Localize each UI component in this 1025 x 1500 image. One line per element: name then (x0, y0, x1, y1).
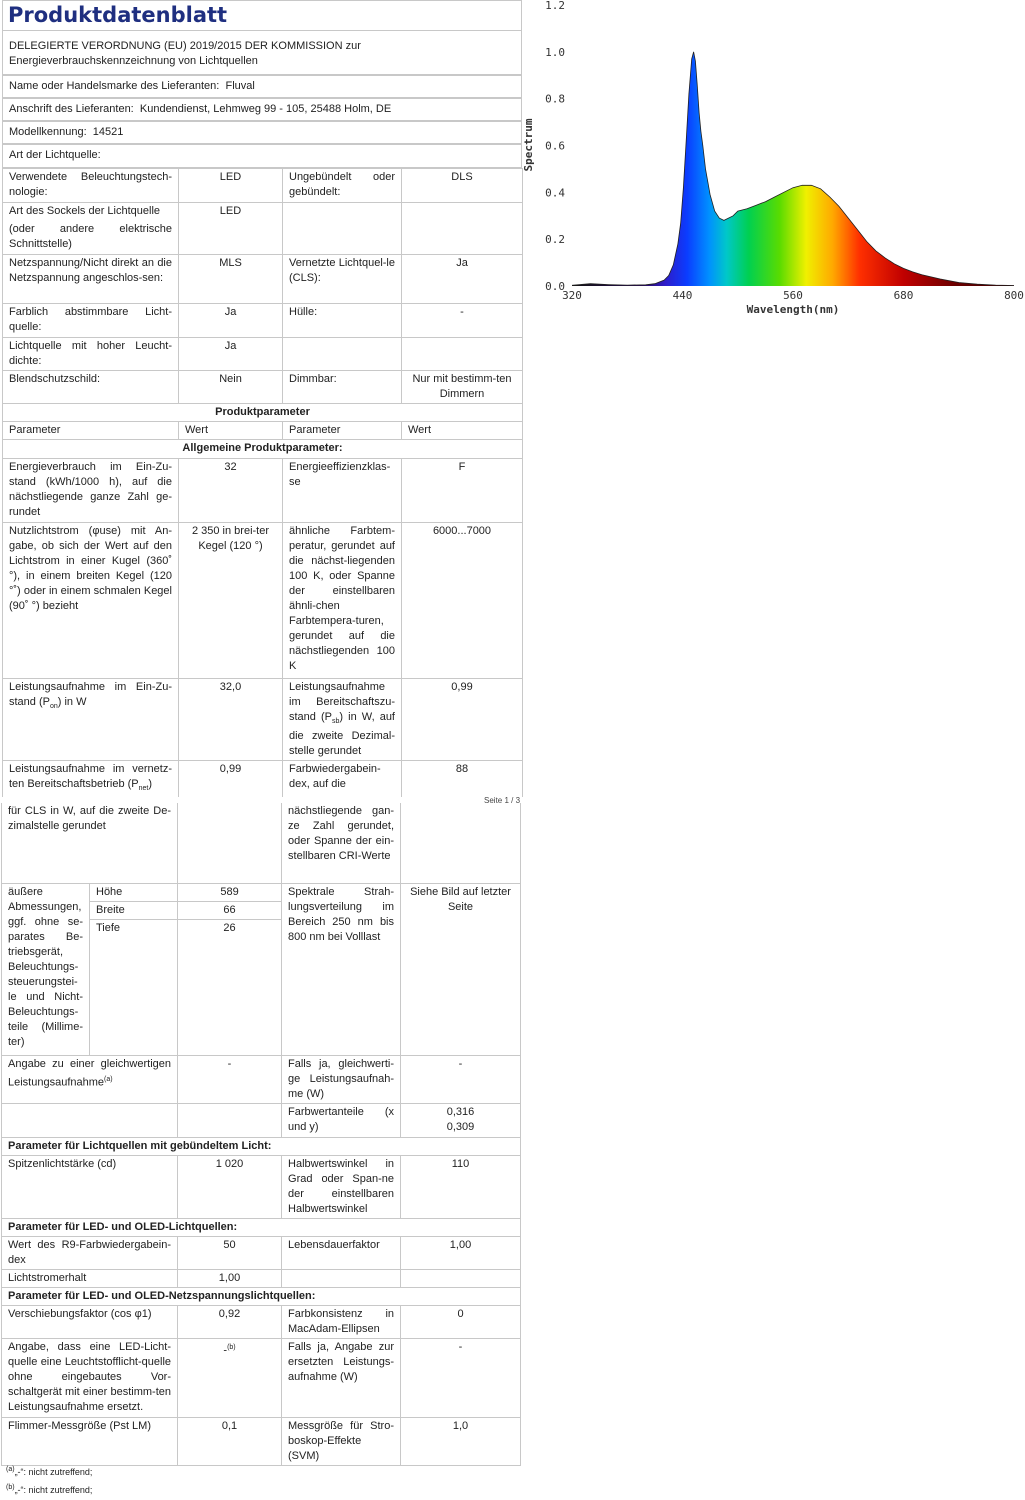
equivalent-ja-value: - (401, 1055, 521, 1103)
replacement-ja-value: - (401, 1338, 521, 1417)
table-row (3, 203, 523, 255)
table-row (3, 422, 523, 440)
light-type-row (2, 144, 522, 168)
table-row (2, 1269, 521, 1287)
y-tick-label: 0.8 (545, 92, 565, 106)
supplier-name-label: Name oder Handelsmarke des Lieferanten: (9, 80, 220, 92)
pnet-label: Leistungsaufnahme im vernetz-ten Bereitschaftsbetrieb $(P_{net})$ (3, 761, 179, 798)
cls-label: Vernetzte Lichtquel-le (CLS): (283, 255, 402, 304)
r9-value: 50 (178, 1236, 282, 1269)
x-tick-label: 320 (562, 289, 582, 302)
flicker-value: 0,1 (178, 1417, 282, 1465)
lumen-maintenance-label: Lichtstromerhalt (2, 1269, 178, 1287)
flicker-label: Flimmer-Messgröße (Pst LM) (2, 1417, 178, 1465)
table-row (3, 523, 523, 679)
table-row (2, 1338, 521, 1417)
cri-value: 88 (402, 761, 523, 798)
mains-params-title: Parameter für LED- und OLED-Netzspannungslichtquellen: (2, 1287, 521, 1305)
y-tick-label: 0.4 (545, 186, 565, 200)
page-number: Seite 1 / 3 (484, 796, 521, 805)
mains-label: Netzspannung/Nicht direkt an die Netzspannung angeschlos-sen: (3, 255, 179, 304)
cri-label: Farbwiedergabein-dex, auf die (283, 761, 402, 798)
survival-factor-label: Lebensdauerfaktor (282, 1236, 401, 1269)
supplier-address-value: Kundendienst, Lehmweg 99 - 105, 25488 Holm, DE (139, 103, 392, 115)
y-tick-label: 0.0 (545, 280, 565, 293)
dim-width-value: 66 (178, 901, 282, 919)
flux-value: 2 350 in brei-ter Kegel (120 °) (179, 523, 283, 679)
led-params-title: Parameter für LED- und OLED-Lichtquellen: (2, 1218, 521, 1236)
survival-factor-value: 1,00 (401, 1236, 521, 1269)
spectrum-chart (522, 0, 1025, 320)
peak-intensity-label: Spitzenlichtstärke (cd) (2, 1155, 178, 1218)
table-row (3, 459, 523, 523)
light-type-label: Art der Lichtquelle: (9, 149, 101, 161)
regulation-box (2, 30, 522, 75)
efficiency-class-label: Energieeffizienzklas-se (283, 459, 402, 523)
product-params-title: Produktparameter (3, 404, 523, 422)
displacement-factor-value: 0,92 (178, 1305, 282, 1338)
dimmable-label: Dimmbar: (283, 371, 402, 404)
chromaticity-label: Farbwertanteile (x und y) (282, 1103, 401, 1137)
dim-depth-label: Tiefe (90, 919, 178, 1055)
beam-angle-value: 110 (401, 1155, 521, 1218)
table-row (3, 440, 523, 459)
cap-type-value: LED (179, 203, 283, 255)
y-tick-label: 0.2 (545, 233, 565, 247)
anti-glare-label: Blendschutzschild: (3, 371, 179, 404)
envelope-label: Hülle: (283, 304, 402, 338)
y-axis-label: Spectrum (522, 118, 535, 172)
stroboscopic-value: 1,0 (401, 1417, 521, 1465)
replacement-ja-label: Falls ja, Angabe zur ersetzten Leistungs-aufnahme (W) (282, 1338, 401, 1417)
lumen-maintenance-value: 1,00 (178, 1269, 282, 1287)
col-header-value: Wert (179, 422, 283, 440)
energy-value: 32 (179, 459, 283, 523)
col-header-param: Parameter (283, 422, 402, 440)
beam-angle-label: Halbwertswinkel in Grad oder Span-ne der einstellbaren Halbwertswinkel (282, 1155, 401, 1218)
spectral-value: Siehe Bild auf letzter Seite (401, 883, 521, 1055)
dimmable-value: Nur mit bestimm-ten Dimmern (402, 371, 523, 404)
table-row (2, 1218, 521, 1236)
pnet-label-continued: für CLS in W, auf die zweite De-zimalstelle gerundet (2, 803, 178, 883)
supplier-name-value: Fluval (225, 80, 255, 92)
colour-consistency-label: Farbkonsistenz in MacAdam-Ellipsen (282, 1305, 401, 1338)
pon-label: Leistungsaufnahme im Ein-Zu-stand $(P_{on})$ in W (3, 679, 179, 761)
table-row (2, 1137, 521, 1155)
table-row (2, 1417, 521, 1465)
table-row (3, 255, 523, 304)
pon-value: 32,0 (179, 679, 283, 761)
r9-label: Wert des R9-Farbwiedergabein-dex (2, 1236, 178, 1269)
x-tick-label: 800 (1004, 289, 1024, 302)
lighting-technology-label: Verwendete Beleuchtungstech-nologie: (3, 169, 179, 203)
table-row (2, 803, 521, 883)
cap-type-label: Art des Sockels der Lichtquelle (oder andere elektrische Schnittstelle) (3, 203, 179, 255)
cct-value: 6000...7000 (402, 523, 523, 679)
x-axis-label: Wavelength(nm) (746, 303, 840, 316)
y-tick-label: 0.6 (545, 139, 565, 153)
flux-label: Nutzlichtstrom (φuse) mit An-gabe, ob sich der Wert auf den Lichtstrom in einer Kugel (360˚ °), in einem breiten Kegel (120 °˚) oder in einem schmalen Kegel (90˚ °) bezieht (3, 523, 179, 679)
table-row (2, 1236, 521, 1269)
table-row (2, 1155, 521, 1218)
x-tick-label: 560 (783, 289, 803, 302)
dimensions-label: äußere Abmessungen, ggf. ohne se-parates Be-triebsgerät, Beleuchtungs-steuerungstei-le und Nicht-Beleuchtungs-teile (Millime-ter) (2, 883, 90, 1055)
equivalent-ja-label: Falls ja, gleichwerti-ge Leistungsaufnah-me (W) (282, 1055, 401, 1103)
model-value: 14521 (92, 126, 124, 138)
y-tick-label: 1.0 (545, 45, 565, 59)
efficiency-class-value: F (402, 459, 523, 523)
energy-label: Energieverbrauch im Ein-Zu-stand (kWh/1000 h), auf die nächstliegende ganze Zahl ge-rundet (3, 459, 179, 523)
spectrum-area (572, 52, 1014, 286)
high-luminance-value: Ja (179, 338, 283, 371)
colour-consistency-value: 0 (401, 1305, 521, 1338)
general-params-title: Allgemeine Produktparameter: (3, 440, 523, 459)
directional-value: DLS (402, 169, 523, 203)
stroboscopic-label: Messgröße für Stro-boskop-Effekte (SVM) (282, 1417, 401, 1465)
model-label: Modellkennung: (9, 126, 87, 138)
dim-width-label: Breite (90, 901, 178, 919)
table-row (3, 679, 523, 761)
pnet-value: 0,99 (179, 761, 283, 798)
footnote-b: $^{(b)}$„-“: nicht zutreffend; (6, 1484, 93, 1495)
x-tick-label: 440 (672, 289, 693, 302)
y-tick-label: 1.2 (545, 0, 565, 12)
page-title: Produktdatenblatt (8, 3, 228, 27)
lighting-technology-value: LED (179, 169, 283, 203)
title-box (2, 0, 522, 30)
displacement-factor-label: Verschiebungsfaktor (cos φ1) (2, 1305, 178, 1338)
replacement-value: -$^{(b)}$ (178, 1338, 282, 1417)
dim-depth-value: 26 (178, 919, 282, 1055)
chromaticity-value: 0,316 0,309 (401, 1103, 521, 1137)
cri-label-continued: nächstliegende gan-ze Zahl gerundet, oder Spanne der ein-stellbaren CRI-Werte (282, 803, 401, 883)
psb-label: Leistungsaufnahme im Bereitschaftszu-stand $(P_{sb})$ in W, auf die zweite Dezimal-stelle gerundet (283, 679, 402, 761)
table-row (3, 371, 523, 404)
regulation-text: DELEGIERTE VERORDNUNG (EU) 2019/2015 DER KOMMISSION zur Energieverbrauchskennzeichnung von Lichtquellen (9, 40, 361, 67)
directional-params-title: Parameter für Lichtquellen mit gebündeltem Licht: (2, 1137, 521, 1155)
footnote-a: $^{(a)}$„-“: nicht zutreffend; (6, 1466, 93, 1477)
table-row (3, 761, 523, 798)
table-row (3, 338, 523, 371)
supplier-name-row (2, 75, 522, 98)
table-row (2, 1287, 521, 1305)
table-row (2, 883, 521, 901)
dim-height-value: 589 (178, 883, 282, 901)
x-tick-label: 680 (893, 289, 914, 302)
equivalent-power-label: Angabe zu einer gleichwertigen Leistungsaufnahme$^{(a)}$ (2, 1055, 178, 1103)
table-row (3, 304, 523, 338)
peak-intensity-value: 1 020 (178, 1155, 282, 1218)
replacement-label: Angabe, dass eine LED-Licht-quelle eine Leuchtstofflicht-quelle ohne eingebautes Vor-schaltgerät mit einer bestimm-ten Leistungsaufnahme ersetzt. (2, 1338, 178, 1417)
col-header-value: Wert (402, 422, 523, 440)
high-luminance-label: Lichtquelle mit hoher Leucht-dichte: (3, 338, 179, 371)
table-row (2, 1305, 521, 1338)
anti-glare-value: Nein (179, 371, 283, 404)
cct-label: ähnliche Farbtem-peratur, gerundet auf die nächst-liegenden 100 K, oder Spanne der einstellbaren ähnli-chen Farbtempera-turen, gerundet auf die nächstliegenden 100 K (283, 523, 402, 679)
dim-height-label: Höhe (90, 883, 178, 901)
psb-value: 0,99 (402, 679, 523, 761)
table-row (3, 404, 523, 422)
light-type-table (2, 168, 523, 797)
supplier-address-label: Anschrift des Lieferanten: (9, 103, 134, 115)
directional-label: Ungebündelt oder gebündelt: (283, 169, 402, 203)
table-row (2, 1103, 521, 1137)
tunable-label: Farblich abstimmbare Licht-quelle: (3, 304, 179, 338)
cls-value: Ja (402, 255, 523, 304)
col-header-param: Parameter (3, 422, 179, 440)
envelope-value: - (402, 304, 523, 338)
table-row (2, 1055, 521, 1103)
tunable-value: Ja (179, 304, 283, 338)
product-params-table-continued (1, 803, 521, 1466)
model-row (2, 121, 522, 144)
table-row (3, 169, 523, 203)
supplier-address-row (2, 98, 522, 121)
equivalent-power-value: - (178, 1055, 282, 1103)
spectral-label: Spektrale Strah-lungsverteilung im Bereich 250 nm bis 800 nm bei Volllast (282, 883, 401, 1055)
mains-value: MLS (179, 255, 283, 304)
